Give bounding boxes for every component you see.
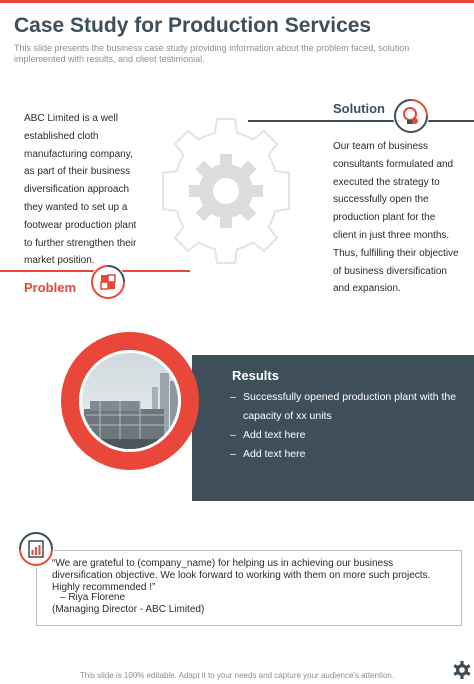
footer-note: This slide is 100% editable. Adapt it to your needs and capture your audience's attention. [79, 671, 395, 680]
bullet-dash: – [230, 429, 236, 441]
gear-icon [452, 660, 472, 680]
problem-heading: Problem [24, 280, 77, 295]
results-item-text: Add text here [243, 448, 306, 460]
results-item-text: Successfully opened production plant with the capacity of xx units [243, 391, 457, 422]
solution-badge [393, 98, 429, 134]
bullet-dash: – [230, 448, 236, 460]
slide-title: Case Study for Production Services [14, 14, 372, 37]
results-list [230, 388, 460, 464]
list-item [230, 445, 460, 464]
gear-icon [151, 116, 301, 266]
solution-heading: Solution [333, 101, 385, 116]
chart-report-icon [18, 531, 54, 567]
solution-description: Our team of business consultants formulated and executed the strategy to successfully open the production plant for the client in just three months. Thus, fulfilling their objective of business diversification and expansion. [333, 141, 459, 295]
testimonial-quote: “We are grateful to (company_name) for helping us in achieving our business diversification objective. We look forward to working with them on more such projects. Highly recommended !” [52, 558, 431, 593]
puzzle-icon [90, 264, 126, 300]
results-photo-ring [60, 331, 200, 471]
slide-subtitle: This slide presents the business case study providing information about the problem faced, solution implemented with results, and client testimonial. [14, 43, 410, 64]
testimonial-author: – Riya Florene [60, 592, 126, 603]
top-accent-rule [0, 0, 474, 3]
results-item-text: Add text here [243, 429, 306, 441]
problem-badge [90, 264, 126, 300]
list-item [230, 426, 460, 445]
results-heading: Results [232, 368, 279, 383]
testimonial-badge [18, 531, 54, 567]
lightbulb-gear-icon [393, 98, 429, 134]
bullet-dash: – [230, 391, 236, 403]
testimonial-author-role: (Managing Director - ABC Limited) [52, 604, 205, 615]
list-item [230, 388, 460, 426]
problem-description: ABC Limited is a well established cloth manufacturing company, as part of their business diversification approach they wanted to set up a footwear production plant to further strengthen their market position. [24, 113, 137, 267]
solution-divider [248, 120, 474, 122]
